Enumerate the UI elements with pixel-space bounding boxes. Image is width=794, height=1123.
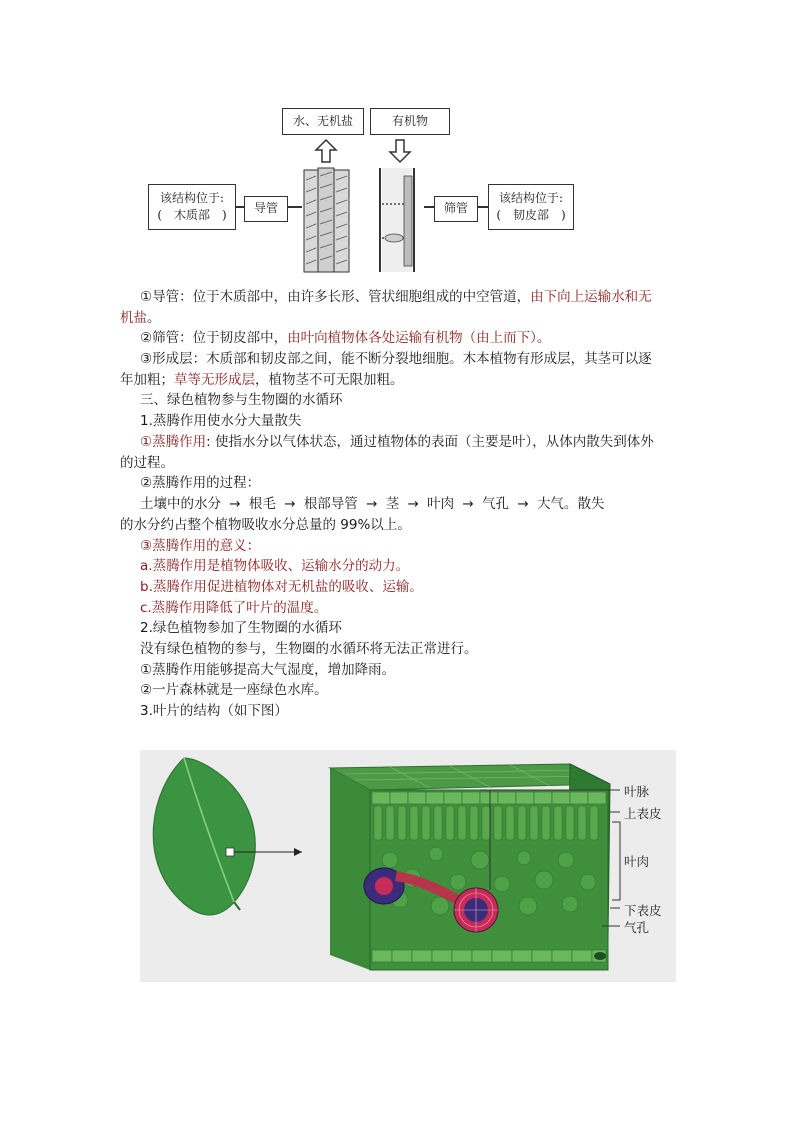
significance-item-a: a.蒸腾作用是植物体吸收、运输水分的动力。 (140, 558, 410, 574)
paragraph-sieve (140, 328, 550, 348)
location-value: ( 木质部 ) (157, 208, 227, 222)
highlight-text: 由下向上运输水和无 (530, 289, 652, 305)
text: 年加粗； (120, 372, 174, 388)
sub-heading: 3.叶片的结构（如下图） (140, 703, 288, 719)
paragraph-transpiration (140, 432, 654, 452)
paragraph-vessel-cont (120, 308, 161, 328)
box-water-minerals: 水、无机盐 (282, 108, 364, 135)
flow-step: 叶肉 (427, 496, 455, 512)
location-title: 该结构位于: (159, 190, 225, 205)
highlight-text: ①蒸腾作用 (140, 434, 207, 450)
text: ②筛管：位于韧皮部中， (140, 330, 288, 346)
paragraph: ②一片森林就是一座绿色水库。 (140, 682, 328, 698)
up-arrow-icon (314, 138, 338, 164)
paragraph-vessel (140, 287, 652, 307)
arrow-right-icon: → (517, 496, 529, 512)
label-mesophyll: 叶肉 (624, 854, 650, 869)
label-upper-epidermis: 上表皮 (624, 806, 662, 821)
text: ①导管：位于木质部中，由许多长形、管状细胞组成的中空管道， (140, 289, 531, 305)
sieve-tube-illustration (374, 166, 424, 274)
box-xylem-location (148, 184, 236, 230)
label-leaf-vein: 叶脉 (624, 784, 650, 799)
down-arrow-icon (388, 138, 412, 164)
leaf-illustration (140, 750, 676, 982)
connector (236, 206, 244, 208)
connector (424, 206, 434, 208)
arrow-right-icon: → (366, 496, 378, 512)
location-value: ( 韧皮部 ) (496, 208, 566, 222)
text: 。 (536, 330, 551, 346)
text: : 使指水分以气体状态，通过植物体的表面（主要是叶），从体内散失到体外 (206, 434, 654, 450)
paragraph-significance-title: ③蒸腾作用的意义： (140, 538, 261, 554)
significance-item-b: b.蒸腾作用促进植物体对无机盐的吸收、运输。 (140, 579, 423, 595)
text: 。 (147, 310, 161, 326)
paragraph: ①蒸腾作用能够提高大气湿度，增加降雨。 (140, 662, 396, 678)
transpiration-flow (140, 494, 604, 514)
label-stoma: 气孔 (624, 920, 650, 935)
highlight-text: 机盐 (120, 310, 147, 326)
arrow-right-icon: → (407, 496, 419, 512)
flow-step: 根部导管 (303, 496, 358, 512)
text: ，植物茎不可无限加粗。 (255, 372, 404, 388)
significance-item-c: c.蒸腾作用降低了叶片的温度。 (140, 600, 328, 616)
vessel-sieve-diagram (148, 106, 576, 274)
paragraph-process-title: ②蒸腾作用的过程： (140, 475, 261, 491)
sub-heading: 1.蒸腾作用使水分大量散失 (140, 413, 302, 429)
paragraph-transpiration-cont: 的过程。 (120, 455, 174, 471)
location-title: 该结构位于: (498, 190, 564, 205)
arrow-right-icon: → (284, 496, 296, 512)
arrow-right-icon: → (229, 496, 241, 512)
box-vessel: 导管 (244, 196, 288, 222)
paragraph-cambium: ③形成层：木质部和韧皮部之间，能不断分裂地细胞。木本植物有形成层，其茎可以逐 (140, 351, 652, 367)
highlight-text: 由叶向植物体各处运输有机物（由上而下） (287, 330, 537, 346)
arrow-right-icon: → (462, 496, 474, 512)
paragraph-percentage: 的水分约占整个植物吸收水分总量的 99%以上。 (120, 517, 411, 533)
flow-step: 土壤中的水分 (140, 496, 221, 512)
connector (288, 206, 302, 208)
box-organic-matter: 有机物 (370, 108, 450, 135)
box-phloem-location (488, 184, 574, 230)
connector (478, 206, 488, 208)
paragraph: 没有绿色植物的参与，生物圈的水循环将无法正常进行。 (140, 641, 478, 657)
flow-tail: 散失 (577, 496, 605, 512)
flow-step: 大气。 (536, 496, 578, 512)
box-sieve-tube: 筛管 (434, 196, 478, 222)
leaf-structure-diagram (140, 750, 676, 982)
flow-step: 茎 (385, 496, 400, 512)
paragraph-cambium-cont (120, 370, 404, 390)
highlight-text: 草等无形成层 (174, 372, 255, 388)
section-heading: 三、绿色植物参与生物圈的水循环 (140, 392, 343, 408)
label-lower-epidermis: 下表皮 (624, 903, 662, 918)
sub-heading: 2.绿色植物参加了生物圈的水循环 (140, 620, 342, 636)
flow-step: 根毛 (248, 496, 276, 512)
flow-step: 气孔 (482, 496, 510, 512)
vessel-tube-illustration (302, 166, 352, 274)
